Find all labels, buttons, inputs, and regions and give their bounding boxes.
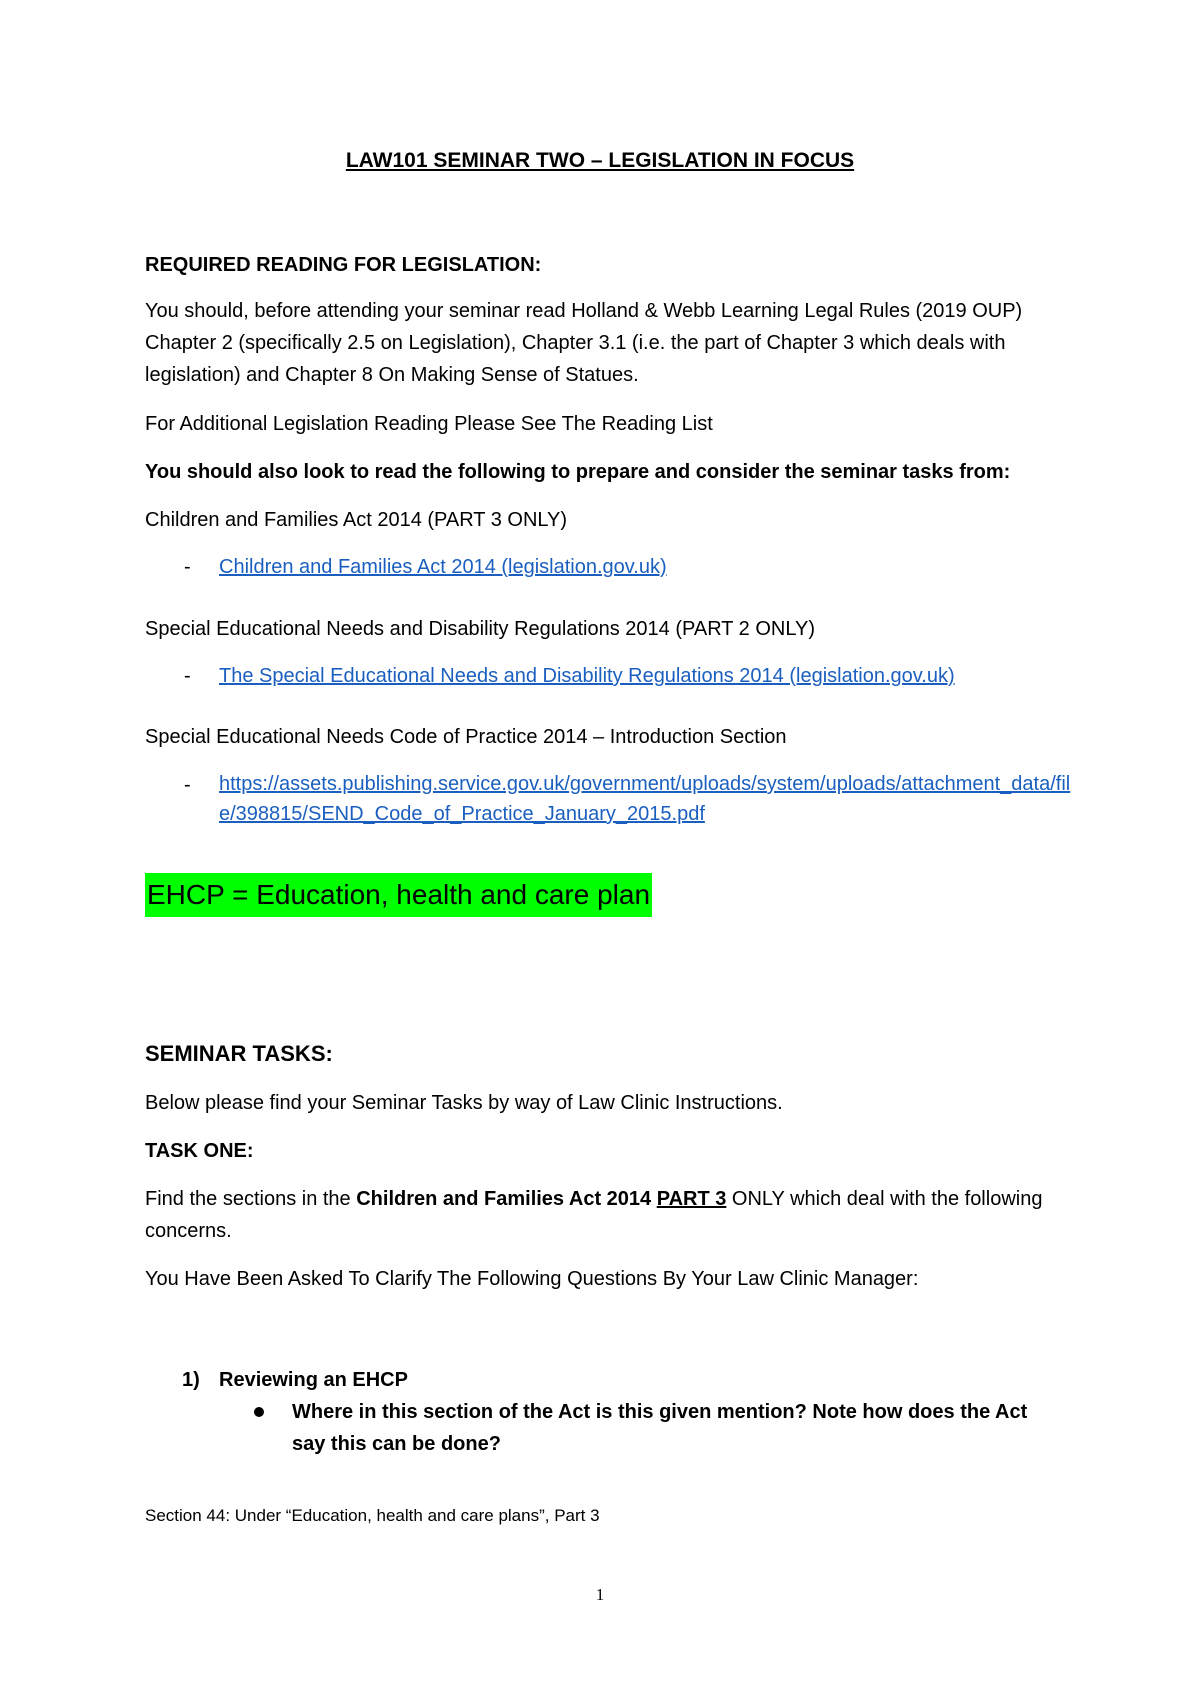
task-one-text-start: Find the sections in the — [145, 1188, 357, 1210]
required-reading-heading: REQUIRED READING FOR LEGISLATION: — [145, 254, 542, 276]
source1-title: Children and Families Act 2014 (PART 3 ONLY) — [145, 509, 568, 531]
seminar-tasks-heading: SEMINAR TASKS: — [145, 1041, 333, 1066]
source2-link[interactable]: The Special Educational Needs and Disability Regulations 2014 (legislation.gov.uk) — [219, 665, 955, 687]
also-read-text: You should also look to read the following to prepare and consider the seminar tasks from: — [145, 461, 1011, 483]
answer1-text: Section 44: Under “Education, health and care plans”, Part 3 — [145, 1506, 600, 1525]
question1-bullet-text: Where in this section of the Act is this given mention? Note how does the Act say this can be done? — [292, 1401, 1028, 1455]
ehcp-highlight-note: EHCP = Education, health and care plan — [145, 873, 652, 917]
source3-dash: - — [184, 774, 191, 796]
seminar-intro-text: Below please find your Seminar Tasks by way of Law Clinic Instructions. — [145, 1092, 783, 1114]
task-one-heading: TASK ONE: — [145, 1140, 254, 1162]
bullet-icon — [254, 1407, 264, 1417]
source2-dash: - — [184, 665, 191, 687]
question1-title: Reviewing an EHCP — [219, 1369, 408, 1391]
task-one-act-name: Children and Families Act 2014 — [356, 1188, 652, 1210]
source2-title: Special Educational Needs and Disability Regulations 2014 (PART 2 ONLY) — [145, 618, 815, 640]
task-one-part3: PART 3 — [656, 1188, 727, 1210]
reading-intro-paragraph: You should, before attending your seminar read Holland & Webb Learning Legal Rules (2019 OUP) Chapter 2 (specifically 2.5 on Legislation), Chapter 3.1 (i.e. the part of Chapter 3 which deals with legislation) and Chapter 8 On Making Sense of Statues. — [145, 300, 1023, 386]
task-one-paragraph — [145, 1183, 1075, 1247]
task-one-text-end: ONLY which deal with the following concerns. — [145, 1188, 1043, 1242]
page-number: 1 — [595, 1585, 605, 1604]
source1-dash: - — [184, 556, 191, 578]
page-title: LAW101 SEMINAR TWO – LEGISLATION IN FOCUS — [345, 149, 855, 172]
clarify-questions-text: You Have Been Asked To Clarify The Following Questions By Your Law Clinic Manager: — [145, 1268, 919, 1290]
source1-link[interactable]: Children and Families Act 2014 (legislation.gov.uk) — [219, 556, 667, 578]
additional-reading-text: For Additional Legislation Reading Please See The Reading List — [145, 413, 713, 435]
source3-title: Special Educational Needs Code of Practice 2014 – Introduction Section — [145, 726, 787, 748]
question1-number: 1) — [182, 1369, 200, 1391]
source3-link[interactable]: https://assets.publishing.service.gov.uk/government/uploads/system/uploads/attachment_data/file/398815/SEND_Code_of_Practice_January_2015.pdf — [219, 773, 1071, 825]
